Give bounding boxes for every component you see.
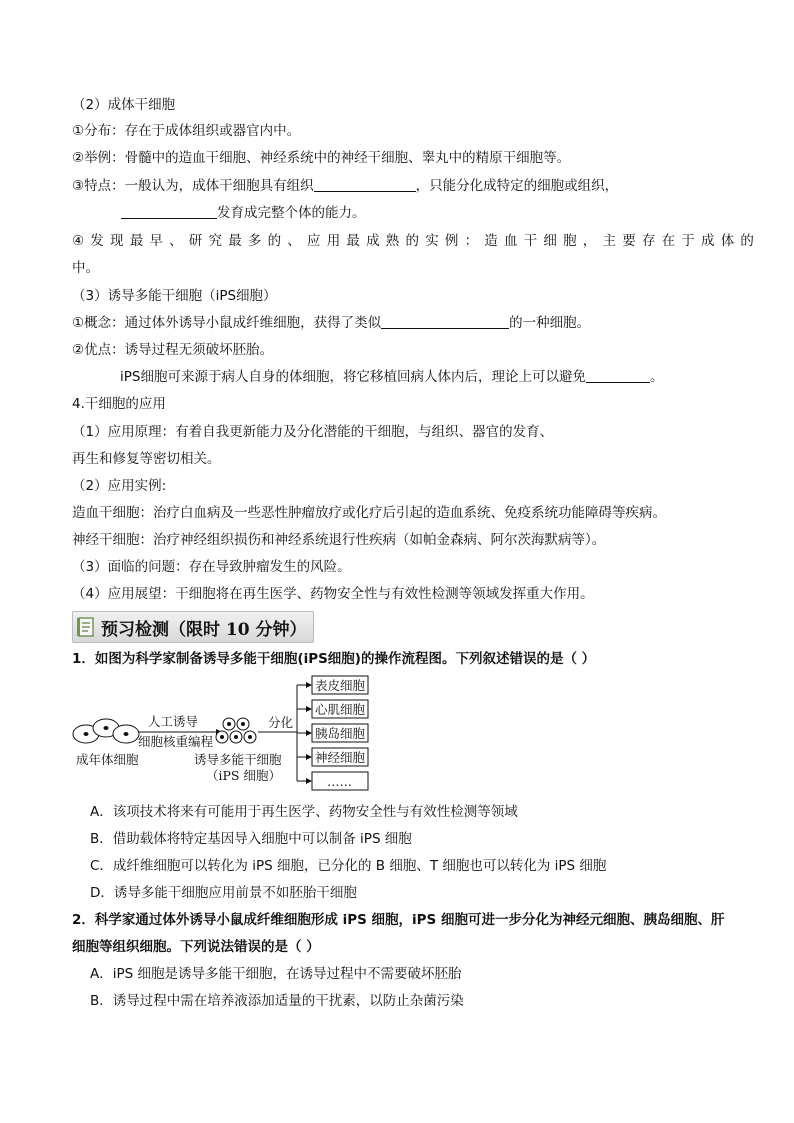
cell-type-box-4 [312,772,368,790]
section2-earliest-2: 中。 [72,260,99,276]
cell-type-label: 胰岛细胞 [315,726,366,741]
section2-examples: ②举例：骨髓中的造血干细胞、神经系统中的神经干细胞、睾丸中的精原干细胞等。 [72,150,571,166]
q1-option-c: C．成纤维细胞可以转化为 iPS 细胞，已分化的 B 细胞、T 细胞也可以转化为 iPS 细胞 [90,858,607,874]
cell-type-label: …… [327,774,352,789]
section3-concept [72,313,590,333]
ips-suffix: 。 [649,369,664,385]
concept-suffix: 的一种细胞。 [509,315,591,331]
cell-type-box-1 [312,700,368,718]
section2-title: （2）成体干细胞 [72,97,176,113]
q1-option-d: D．诱导多能干细胞应用前景不如胚胎干细胞 [90,885,357,901]
q2-stem-2: 细胞等组织细胞。下列说法错误的是（ ） [72,939,320,955]
q2-stem: 2．科学家通过体外诱导小鼠成纤维细胞形成 iPS 细胞，iPS 细胞可进一步分化为神经元细胞、胰岛细胞、肝 [72,912,725,928]
section4-prospects: （4）应用展望：干细胞将在再生医学、药物安全性与有效性检测等领域发挥重大作用。 [72,586,594,602]
fill-blank [314,177,416,192]
cell-type-box-0 [312,676,368,694]
section4-examples-title: （2）应用实例: [72,478,167,494]
section4-title: 4.干细胞的应用 [72,396,166,412]
cell-type-label: 神经细胞 [315,750,366,765]
q1-option-b: B．借助载体将特定基因导入细胞中可以制备 iPS 细胞 [90,831,412,847]
section2-earliest: ④发现最早、研究最多的、应用最成熟的实例：造血干细胞，主要存在于成体的 [72,233,761,249]
fill-blank [381,314,509,329]
arrow-top-label: 人工诱导 [148,714,199,729]
cell-type-box-3 [312,748,368,766]
section3-title: （3）诱导多能干细胞（iPS细胞） [72,288,277,304]
q1-stem: 1．如图为科学家制备诱导多能干细胞(iPS细胞)的操作流程图。下列叙述错误的是（ ） [72,651,596,667]
fill-blank [586,368,650,383]
section3-advantage: ②优点：诱导过程无须破坏胚胎。 [72,342,274,358]
diff-label: 分化 [268,715,294,730]
feature2-suffix: 发育成完整个体的能力。 [217,205,366,221]
ips-flow-diagram [72,674,382,794]
section4-hematopoietic: 造血干细胞：治疗白血病及一些恶性肿瘤放疗或化疗后引起的造血系统、免疫系统功能障碍等疾病。 [72,505,666,521]
ips-prefix: iPS细胞可来源于病人自身的体细胞，将它移植回病人体内后，理论上可以避免 [120,369,586,385]
q2-option-a: A．iPS 细胞是诱导多能干细胞，在诱导过程中不需要破坏胚胎 [90,966,462,982]
notepad-icon [77,617,95,637]
preview-test-banner [72,611,314,643]
arrow-bottom-label: 细胞核重编程 [138,734,214,749]
section2-feature [72,176,618,196]
ips-cells [216,718,256,743]
feature-suffix: ，只能分化成特定的细胞或组织， [415,178,619,194]
feature-prefix: ③特点：一般认为，成体干细胞具有组织 [72,178,314,194]
q1-option-a: A．该项技术将来有可能用于再生医学、药物安全性与有效性检测等领域 [90,804,518,820]
section2-distribution: ①分布：存在于成体组织或器官内中。 [72,123,301,139]
section4-principle-2: 再生和修复等密切相关。 [72,451,221,467]
adult-cells [73,719,139,743]
cell-type-label: 心肌细胞 [315,702,366,717]
cell-type-label: 表皮细胞 [315,678,366,693]
q2-option-b: B．诱导过程中需在培养液添加适量的干扰素，以防止杂菌污染 [90,993,464,1009]
section4-principle: （1）应用原理：有着自我更新能力及分化潜能的干细胞，与组织、器官的发育、 [72,424,554,440]
fill-blank [121,204,217,219]
section4-neural: 神经干细胞：治疗神经组织损伤和神经系统退行性疾病（如帕金森病、阿尔茨海默病等）。 [72,532,606,548]
section2-feature2 [121,203,366,223]
ips-label-2: （iPS 细胞） [206,768,281,783]
section4-problems: （3）面临的问题：存在导致肿瘤发生的风险。 [72,559,351,575]
section3-ips [120,367,663,387]
ips-label-1: 诱导多能干细胞 [194,752,282,767]
banner-title: 预习检测（限时 10 分钟） [101,619,307,640]
cell-type-box-2 [312,724,368,742]
branch-arrows [297,682,312,784]
concept-prefix: ①概念：通过体外诱导小鼠成纤维细胞，获得了类似 [72,315,382,331]
adult-cell-label: 成年体细胞 [76,752,139,767]
